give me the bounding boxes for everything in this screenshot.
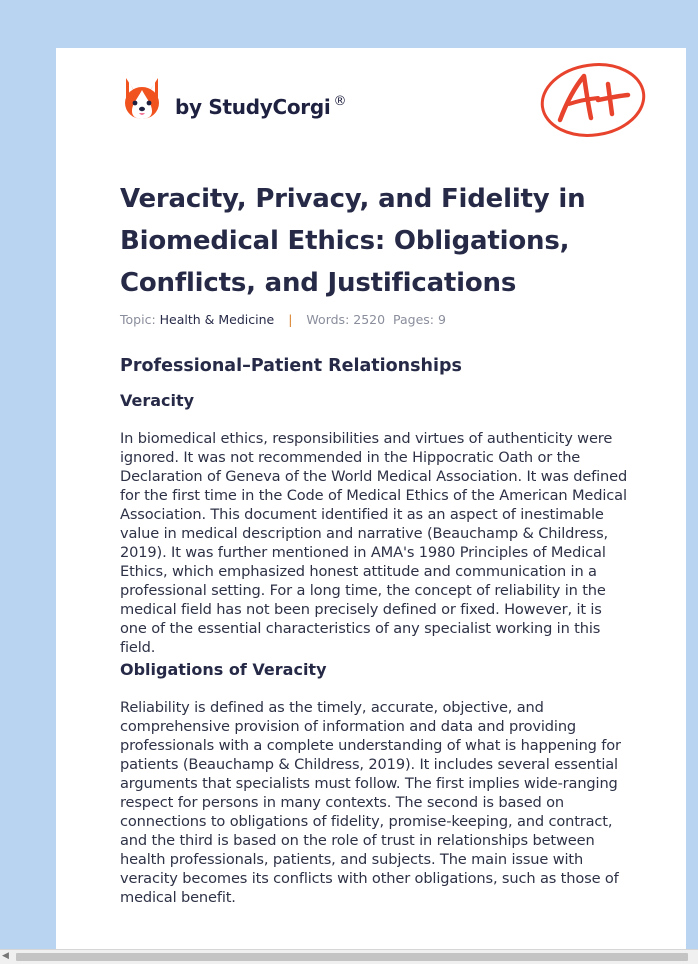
brand[interactable]	[122, 76, 346, 122]
word-count: Words: 2520	[306, 312, 386, 327]
document-page	[56, 48, 686, 949]
scrollbar-thumb[interactable]	[16, 953, 688, 961]
page-count: Pages: 9	[393, 312, 446, 327]
a-plus-grade-icon	[538, 60, 648, 138]
section-heading-obligations: Obligations of Veracity	[120, 660, 327, 679]
brand-name: by StudyCorgi	[175, 94, 331, 119]
paragraph-obligations: Reliability is defined as the timely, accurate, objective, and comprehensive provision of information and data and providing professionals with a complete understanding of what is happening for patients (Beauchamp & Childress, 2019). It includes several essential arguments that specialists must follow. The first implies wide-ranging respect for persons in many contexts. The second is based on connections to obligations of fidelity, promise-keeping, and contract, and the third is based on the role of trust in relationships between health professionals, patients, and subjects. The main issue with veracity becomes its conflicts with other obligations, such as those of medical benefit.	[120, 699, 621, 906]
topic-label: Topic:	[120, 312, 156, 327]
paragraph-veracity: In biomedical ethics, responsibilities and virtues of authenticity were ignored. It was not recommended in the Hippocratic Oath or the Declaration of Geneva of the World Medical Association. It was defined for the first time in the Code of Medical Ethics of the American Medical Association. This document identified it as an aspect of inestimable value in medical description and narrative (Beauchamp & Childress, 2019). It was further mentioned in AMA's 1980 Principles of Medical Ethics, which emphasized honest attitude and communication in a professional setting. For a long time, the concept of reliability in the medical field has not been precisely defined or fixed. However, it is one of the essential characteristics of any specialist working in this field.	[120, 430, 628, 656]
meta-separator: |	[288, 312, 293, 327]
corgi-logo-icon	[122, 76, 162, 122]
section-heading-veracity: Veracity	[120, 391, 195, 410]
document-body	[120, 353, 632, 907]
document-title: Veracity, Privacy, and Fidelity in Biomedical Ethics: Obligations, Conflicts, and Justifications	[120, 184, 586, 298]
scroll-left-icon[interactable]: ◀	[2, 951, 9, 961]
horizontal-scrollbar[interactable]	[0, 949, 698, 964]
section-heading-relationships: Professional–Patient Relationships	[120, 356, 462, 376]
document-meta	[120, 312, 446, 327]
topic-link[interactable]: Health & Medicine	[159, 312, 275, 327]
registered-mark: ®	[333, 93, 347, 109]
